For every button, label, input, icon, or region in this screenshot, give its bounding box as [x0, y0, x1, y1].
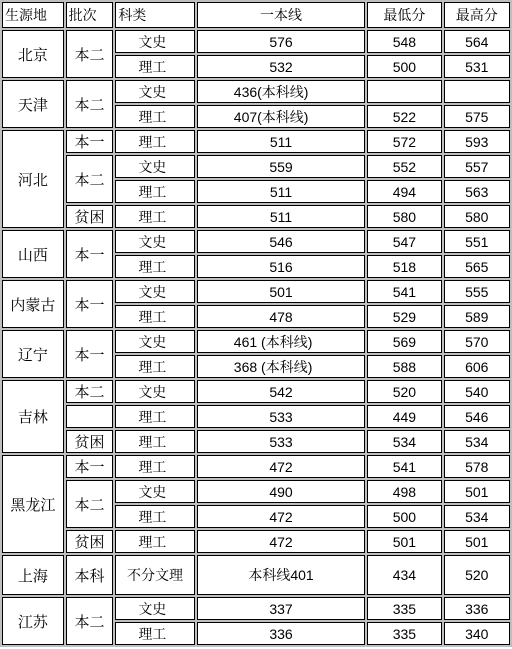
- min-score-cell: 498: [367, 480, 441, 503]
- min-score-cell: 541: [367, 455, 441, 478]
- first-line-cell: 533: [197, 405, 366, 428]
- first-line-cell: 461 (本科线): [197, 330, 366, 353]
- subject-cell: 理工: [115, 505, 194, 528]
- max-score-cell: [444, 80, 511, 103]
- first-line-cell: 576: [197, 30, 366, 53]
- origin-cell: 北京: [2, 30, 64, 78]
- subject-cell: 理工: [115, 455, 194, 478]
- max-score-cell: 564: [444, 30, 511, 53]
- max-score-cell: 531: [444, 55, 511, 78]
- subject-cell: 文史: [115, 30, 194, 53]
- min-score-cell: 500: [367, 505, 441, 528]
- max-score-cell: 570: [444, 330, 511, 353]
- batch-cell: 本一: [66, 230, 114, 278]
- max-score-cell: 578: [444, 455, 511, 478]
- subject-cell: 文史: [115, 330, 194, 353]
- subject-cell: 理工: [115, 430, 194, 453]
- batch-cell: 贫困: [66, 430, 114, 453]
- subject-cell: 文史: [115, 230, 194, 253]
- table-row: [2, 230, 510, 253]
- table-row: [2, 205, 510, 228]
- subject-cell: 文史: [115, 80, 194, 103]
- min-score-cell: 335: [367, 622, 441, 645]
- max-score-cell: 563: [444, 180, 511, 203]
- max-score-cell: 336: [444, 597, 511, 620]
- header-batch: 批次: [66, 2, 114, 28]
- subject-cell: 理工: [115, 530, 194, 553]
- batch-cell: 本一: [66, 130, 114, 153]
- min-score-cell: 335: [367, 597, 441, 620]
- origin-cell: 天津: [2, 80, 64, 128]
- header-row: [2, 2, 510, 28]
- max-score-cell: 557: [444, 155, 511, 178]
- first-line-cell: 559: [197, 155, 366, 178]
- first-line-cell: 407(本科线): [197, 105, 366, 128]
- first-line-cell: 368 (本科线): [197, 355, 366, 378]
- batch-cell: 本一: [66, 330, 114, 378]
- origin-cell: 辽宁: [2, 330, 64, 378]
- max-score-cell: 565: [444, 255, 511, 278]
- max-score-cell: 551: [444, 230, 511, 253]
- subject-cell: 理工: [115, 130, 194, 153]
- max-score-cell: 520: [444, 555, 511, 595]
- subject-cell: 文史: [115, 280, 194, 303]
- min-score-cell: 434: [367, 555, 441, 595]
- header-subject: 科类: [115, 2, 194, 28]
- batch-cell: 本一: [66, 280, 114, 328]
- max-score-cell: 534: [444, 430, 511, 453]
- first-line-cell: 533: [197, 430, 366, 453]
- first-line-cell: 516: [197, 255, 366, 278]
- first-line-cell: 542: [197, 380, 366, 403]
- batch-cell: 本科: [66, 555, 114, 595]
- table-row: [2, 480, 510, 503]
- origin-cell: 上海: [2, 555, 64, 595]
- batch-cell: 贫困: [66, 205, 114, 228]
- min-score-cell: 522: [367, 105, 441, 128]
- min-score-cell: 494: [367, 180, 441, 203]
- table-row: [2, 280, 510, 303]
- header-max-score: 最高分: [444, 2, 511, 28]
- origin-cell: 内蒙古: [2, 280, 64, 328]
- first-line-cell: 436(本科线): [197, 80, 366, 103]
- origin-cell: 河北: [2, 130, 64, 228]
- subject-cell: 理工: [115, 355, 194, 378]
- max-score-cell: 340: [444, 622, 511, 645]
- max-score-cell: 589: [444, 305, 511, 328]
- table-row: [2, 405, 510, 428]
- subject-cell: 理工: [115, 180, 194, 203]
- subject-cell: 理工: [115, 405, 194, 428]
- first-line-cell: 511: [197, 205, 366, 228]
- subject-cell: 理工: [115, 55, 194, 78]
- min-score-cell: 580: [367, 205, 441, 228]
- header-first-line: 一本线: [197, 2, 366, 28]
- first-line-cell: 337: [197, 597, 366, 620]
- min-score-cell: 501: [367, 530, 441, 553]
- subject-cell: 理工: [115, 255, 194, 278]
- min-score-cell: 541: [367, 280, 441, 303]
- subject-cell: 理工: [115, 305, 194, 328]
- table-row: [2, 30, 510, 53]
- min-score-cell: 449: [367, 405, 441, 428]
- batch-cell: 本二: [66, 380, 114, 403]
- subject-cell: 文史: [115, 597, 194, 620]
- first-line-cell: 532: [197, 55, 366, 78]
- max-score-cell: 606: [444, 355, 511, 378]
- max-score-cell: 501: [444, 480, 511, 503]
- max-score-cell: 555: [444, 280, 511, 303]
- origin-cell: 江苏: [2, 597, 64, 645]
- batch-cell: 本二: [66, 597, 114, 645]
- first-line-cell: 490: [197, 480, 366, 503]
- min-score-cell: 520: [367, 380, 441, 403]
- min-score-cell: 534: [367, 430, 441, 453]
- min-score-cell: 572: [367, 130, 441, 153]
- first-line-cell: 472: [197, 530, 366, 553]
- table-row: [2, 130, 510, 153]
- subject-cell: 理工: [115, 105, 194, 128]
- min-score-cell: 518: [367, 255, 441, 278]
- first-line-cell: 501: [197, 280, 366, 303]
- table-row: [2, 430, 510, 453]
- max-score-cell: 501: [444, 530, 511, 553]
- min-score-cell: 548: [367, 30, 441, 53]
- min-score-cell: [367, 80, 441, 103]
- min-score-cell: 569: [367, 330, 441, 353]
- batch-cell: 本一: [66, 455, 114, 478]
- first-line-cell: 336: [197, 622, 366, 645]
- batch-cell: [66, 405, 114, 428]
- max-score-cell: 534: [444, 505, 511, 528]
- min-score-cell: 552: [367, 155, 441, 178]
- batch-cell: 本二: [66, 155, 114, 203]
- max-score-cell: 546: [444, 405, 511, 428]
- min-score-cell: 529: [367, 305, 441, 328]
- max-score-cell: 540: [444, 380, 511, 403]
- batch-cell: 本二: [66, 30, 114, 78]
- subject-cell: 文史: [115, 380, 194, 403]
- max-score-cell: 575: [444, 105, 511, 128]
- first-line-cell: 511: [197, 130, 366, 153]
- subject-cell: 文史: [115, 155, 194, 178]
- origin-cell: 黑龙江: [2, 455, 64, 553]
- min-score-cell: 500: [367, 55, 441, 78]
- batch-cell: 贫困: [66, 530, 114, 553]
- first-line-cell: 546: [197, 230, 366, 253]
- max-score-cell: 593: [444, 130, 511, 153]
- table-row: [2, 555, 510, 595]
- table-row: [2, 155, 510, 178]
- first-line-cell: 472: [197, 505, 366, 528]
- subject-cell: 理工: [115, 205, 194, 228]
- table-row: [2, 330, 510, 353]
- min-score-cell: 588: [367, 355, 441, 378]
- first-line-cell: 本科线401: [197, 555, 366, 595]
- first-line-cell: 511: [197, 180, 366, 203]
- batch-cell: 本二: [66, 80, 114, 128]
- table-row: [2, 530, 510, 553]
- table-row: [2, 597, 510, 620]
- min-score-cell: 547: [367, 230, 441, 253]
- subject-cell: 文史: [115, 480, 194, 503]
- header-min-score: 最低分: [367, 2, 441, 28]
- first-line-cell: 472: [197, 455, 366, 478]
- table-row: [2, 455, 510, 478]
- subject-cell: 不分文理: [115, 555, 194, 595]
- table-row: [2, 380, 510, 403]
- header-origin: 生源地: [2, 2, 64, 28]
- subject-cell: 理工: [115, 622, 194, 645]
- origin-cell: 吉林: [2, 380, 64, 453]
- batch-cell: 本二: [66, 480, 114, 528]
- origin-cell: 山西: [2, 230, 64, 278]
- max-score-cell: 580: [444, 205, 511, 228]
- table-row: [2, 80, 510, 103]
- first-line-cell: 478: [197, 305, 366, 328]
